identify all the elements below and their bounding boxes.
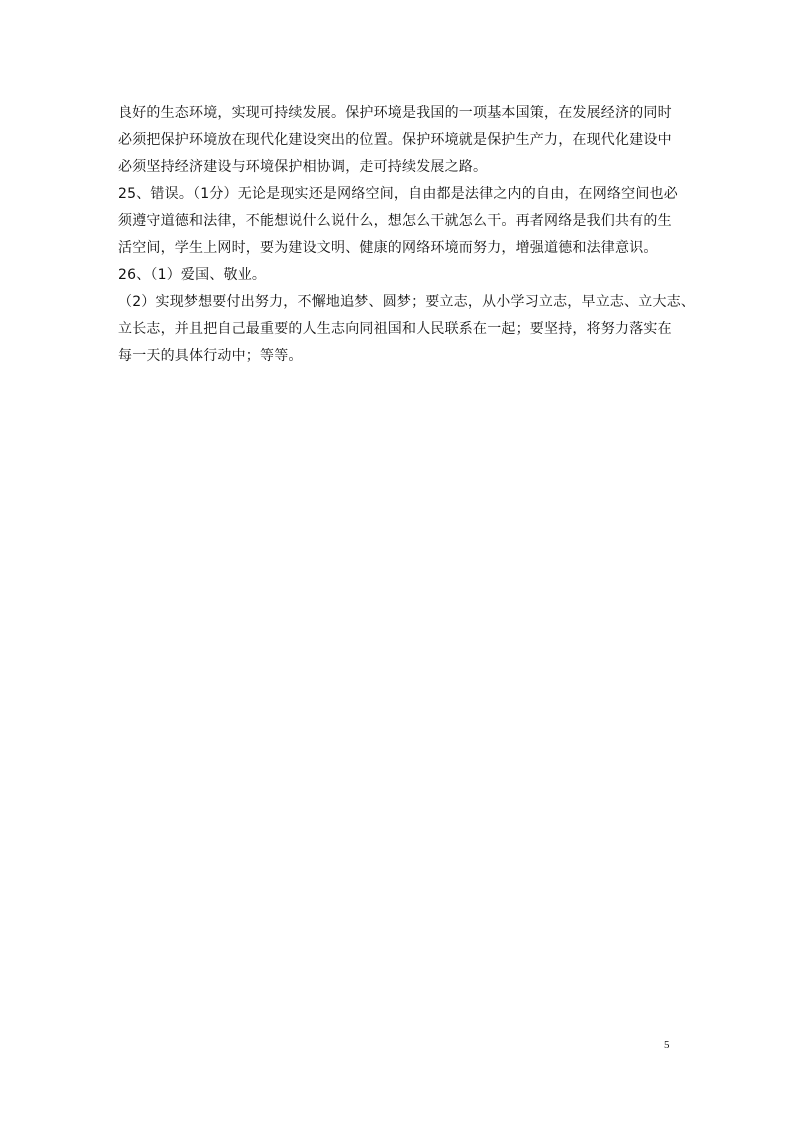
answer-text-block xyxy=(118,100,698,370)
text-line: 必须把保护环境放在现代化建设突出的位置。保护环境就是保护生产力，在现代化建设中 xyxy=(118,132,672,148)
text-line: 良好的生态环境，实现可持续发展。保护环境是我国的一项基本国策，在发展经济的同时 xyxy=(118,105,672,121)
text-line: 每一天的具体行动中；等等。 xyxy=(118,348,303,364)
question-26-answer-part-2: （2）实现梦想要付出努力，不懈地追梦、圆梦；要立志，从小学习立志，早立志、立大志、 xyxy=(118,294,696,310)
text-line: 立长志，并且把自己最重要的人生志向同祖国和人民联系在一起；要坚持，将努力落实在 xyxy=(118,321,672,337)
text-line: 必须坚持经济建设与环境保护相协调，走可持续发展之路。 xyxy=(118,159,488,175)
text-line: 活空间，学生上网时，要为建设文明、健康的网络环境而努力，增强道德和法律意识。 xyxy=(118,240,658,256)
question-25-answer: 25、错误。（1分）无论是现实还是网络空间，自由都是法律之内的自由，在网络空间也必 xyxy=(118,186,678,202)
question-26-answer-part-1: 26、（1）爱国、敬业。 xyxy=(118,267,267,283)
page-number: 5 xyxy=(664,1039,670,1051)
text-line: 须遵守道德和法律，不能想说什么说什么，想怎么干就怎么干。再者网络是我们共有的生 xyxy=(118,213,672,229)
